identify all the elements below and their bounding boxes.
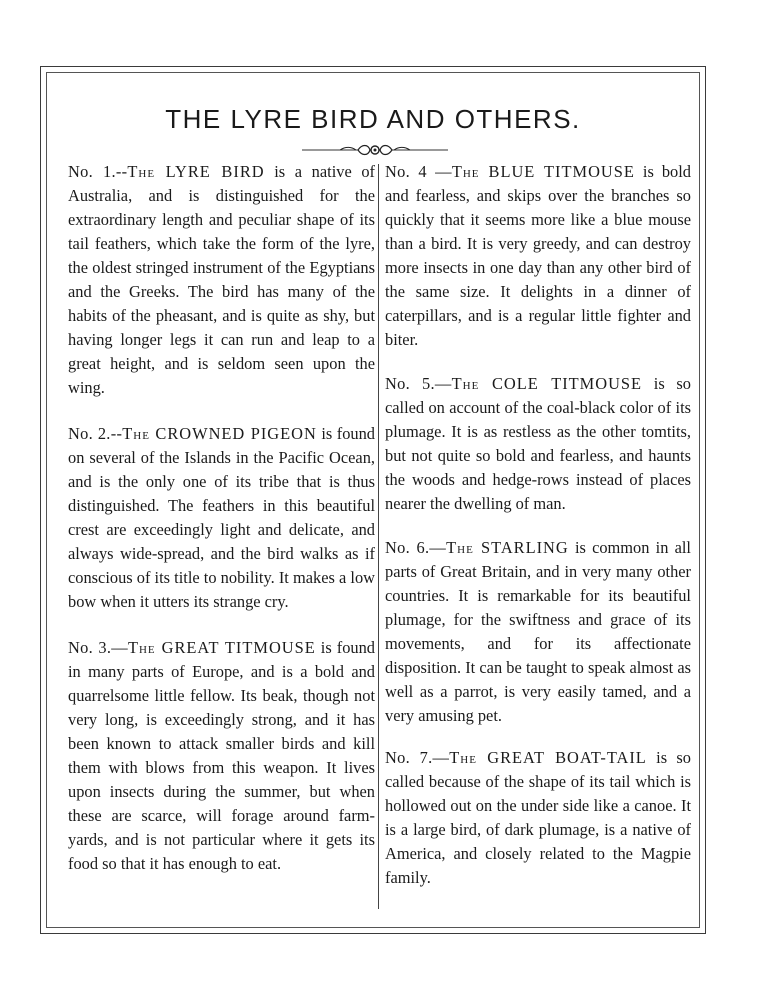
entry-starling <box>385 536 691 728</box>
entry-text: is so called because of the shape of its tail which is hollowed out on the under side like a canoe. It is a large bird, of dark plumage, is a native of America, and closely related to the Magpie family. <box>385 748 691 887</box>
entry-number: No. 7.— <box>385 748 450 767</box>
entry-number: No. 5.— <box>385 374 452 393</box>
entry-number: No. 1.-- <box>68 162 128 181</box>
entry-number: No. 4 — <box>385 162 452 181</box>
entry-number: No. 2.-- <box>68 424 123 443</box>
entry-name: The GREAT TITMOUSE <box>127 638 316 657</box>
entry-name: The STARLING <box>446 538 569 557</box>
entry-lyre-bird <box>68 160 375 400</box>
entry-great-boat-tail <box>385 746 691 890</box>
entry-name: The LYRE BIRD <box>127 162 265 181</box>
entry-text: is found in many parts of Europe, and is a bold and quarrelsome little fellow. Its beak, though not very long, is exceedingly strong, and it has been known to attack smaller birds and kill them with blows from this weapon. It lives upon insects during the summer, but when these are scarce, will forage around farm-yards, and is not particular where it gets its food so that it has enough to eat. <box>68 638 375 873</box>
entry-text: is so called on account of the coal-black color of its plumage. It is as restless as the other tomtits, but not quite so bold and fearless, and haunts the woods and hedge-rows instead of places nearer the dwelling of man. <box>385 374 692 513</box>
entry-cole-titmouse <box>385 372 691 516</box>
entry-name: The BLUE TITMOUSE <box>451 162 635 181</box>
entry-name: The CROWNED PIGEON <box>122 424 317 443</box>
entry-great-titmouse <box>68 636 375 876</box>
entry-number: No. 3.— <box>68 638 128 657</box>
entry-text: is found on several of the Islands in the Pacific Ocean, and is the only one of its tribe that is thus distinguished. The feathers in this beautiful crest are exceedingly light and delicate, and always wide-spread, and the bird walks as if conscious of its title to nobility. It makes a low bow when it utters its strange cry. <box>68 424 376 611</box>
left-column <box>68 160 375 896</box>
entry-text: is a native of Australia, and is distinguished for the extraordinary length and peculiar shape of its tail feathers, which take the form of the lyre, the oldest stringed instrument of the Egyptians and the Greeks. The bird has many of the habits of the pheasant, and is quite as shy, but having longer legs it can run and leap to a great height, and is seldom seen upon the wing. <box>68 162 375 397</box>
entry-name: The GREAT BOAT-TAIL <box>449 748 647 767</box>
right-column <box>385 160 691 910</box>
entry-number: No. 6.— <box>385 538 447 557</box>
ornament-divider-icon <box>300 141 450 159</box>
column-divider <box>378 164 379 909</box>
page-title: THE LYRE BIRD AND OTHERS. <box>165 104 581 134</box>
entry-name: The COLE TITMOUSE <box>451 374 643 393</box>
entry-text: is common in all parts of Great Britain, and in very many other countries. It is remarkable for its beautiful plumage, for the swiftness and grace of its movements, and for its affectionate disposition. It can be taught to speak almost as well as a parrot, is very easily tamed, and a very amusing pet. <box>385 538 691 725</box>
entry-blue-titmouse <box>385 160 691 352</box>
entry-text: is bold and fearless, and skips over the branches so quickly that it seems more like a blue mouse than a bird. It is very greedy, and can destroy more insects in one day than any other bird of the same size. It delights in a dinner of caterpillars, and is a regular little fighter and biter. <box>385 162 692 349</box>
entry-crowned-pigeon <box>68 422 375 614</box>
